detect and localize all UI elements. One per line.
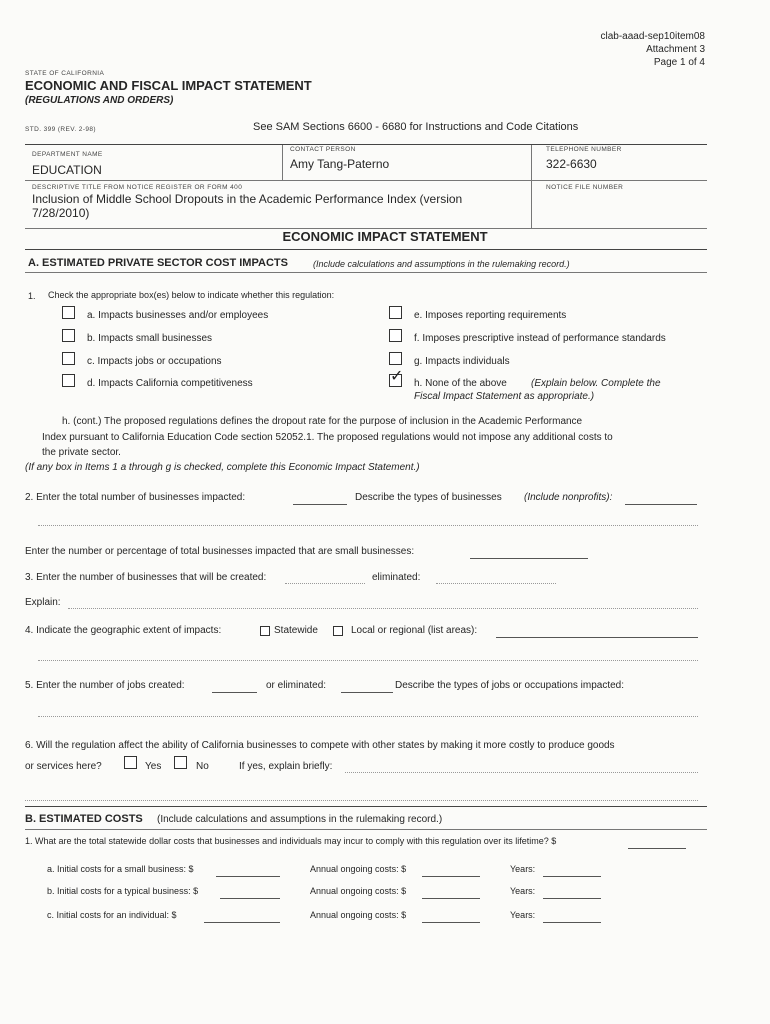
document-id: clab-aaad-sep10item08 (600, 31, 705, 42)
years-typical-field[interactable] (543, 888, 601, 899)
yes-checkbox[interactable] (124, 756, 137, 769)
checkbox-h-explain-2: Fiscal Impact Statement as appropriate.) (414, 391, 595, 402)
if-any-box-note: (If any box in Items 1 a through g is checked, complete this Economic Impact Statement.) (25, 462, 420, 473)
years-typical-label: Years: (510, 886, 536, 896)
question-5-eliminated: or eliminated: (266, 680, 327, 691)
checkbox-d-box[interactable] (62, 374, 75, 387)
local-areas-field[interactable] (496, 627, 698, 638)
descriptive-title-line2: 7/28/2010) (32, 206, 90, 220)
sam-instructions: See SAM Sections 6600 - 6680 for Instructions and Code Citations (253, 121, 579, 133)
checkbox-e-box[interactable] (389, 306, 402, 319)
if-yes-line[interactable] (25, 800, 698, 801)
statewide-checkbox[interactable] (260, 626, 270, 636)
annual-cost-individual-label: Annual ongoing costs: $ (310, 910, 407, 920)
economic-impact-heading: ECONOMIC IMPACT STATEMENT (282, 229, 488, 244)
if-yes-field[interactable] (345, 772, 698, 773)
initial-cost-typical-field[interactable] (220, 888, 280, 899)
initial-cost-small-field[interactable] (216, 866, 280, 877)
businesses-impacted-field[interactable] (293, 494, 347, 505)
phone-value: 322-6630 (546, 157, 597, 171)
question-2-describe: Describe the types of businesses (355, 492, 502, 503)
department-label: DEPARTMENT NAME (32, 151, 103, 158)
no-label: No (196, 761, 209, 772)
attachment-label: Attachment 3 (646, 44, 705, 55)
department-value: EDUCATION (32, 163, 102, 177)
checkbox-b-label: b. Impacts small businesses (87, 333, 213, 344)
years-small-label: Years: (510, 864, 536, 874)
checkbox-b-box[interactable] (62, 329, 75, 342)
checkbox-c-box[interactable] (62, 352, 75, 365)
total-costs-field[interactable] (628, 838, 686, 849)
question-1-number: 1. (28, 291, 36, 301)
question-3-eliminated: eliminated: (372, 572, 421, 583)
business-types-line[interactable] (38, 525, 698, 526)
question-2-include: (Include nonprofits): (524, 492, 613, 503)
checkbox-a-box[interactable] (62, 306, 75, 319)
annual-cost-typical-label: Annual ongoing costs: $ (310, 886, 407, 896)
question-6-line-2: or services here? (25, 761, 102, 772)
section-b-note: (Include calculations and assumptions in the rulemaking record.) (157, 814, 443, 825)
check-mark-icon: ✓ (390, 368, 404, 385)
local-areas-line[interactable] (38, 660, 698, 661)
costs-question-1: 1. What are the total statewide dollar costs that businesses and individuals may incur to comply with this regulation over its lifetime? $ (25, 836, 557, 846)
question-2-text: 2. Enter the total number of businesses impacted: (25, 492, 246, 503)
question-1-text: Check the appropriate box(es) below to indicate whether this regulation: (48, 290, 335, 300)
contact-label: CONTACT PERSON (290, 146, 356, 153)
explanation-line-2: Index pursuant to California Education Code section 52052.1. The proposed regulations would not impose any additional costs to (42, 432, 613, 443)
business-types-field[interactable] (625, 494, 697, 505)
jobs-created-field[interactable] (212, 682, 257, 693)
question-6-line-1: 6. Will the regulation affect the ability of California businesses to compete with other states by making it more costly to produce goods (25, 740, 615, 751)
checkbox-f-label: f. Imposes prescriptive instead of performance standards (414, 333, 666, 344)
years-individual-label: Years: (510, 910, 536, 920)
contact-value: Amy Tang-Paterno (290, 157, 390, 171)
explanation-line-1: h. (cont.) The proposed regulations defines the dropout rate for the purpose of inclusion in the Academic Performance (62, 416, 583, 427)
checkbox-c-label: c. Impacts jobs or occupations (87, 356, 222, 367)
document-header (560, 30, 705, 69)
checkbox-h-explain-1: (Explain below. Complete the (531, 378, 661, 389)
descriptive-title-label: DESCRIPTIVE TITLE FROM NOTICE REGISTER OR FORM 400 (32, 184, 243, 191)
initial-cost-individual-field[interactable] (204, 912, 280, 923)
initial-cost-small-label: a. Initial costs for a small business: $ (47, 864, 194, 874)
question-4-text: 4. Indicate the geographic extent of impacts: (25, 625, 222, 636)
section-a-note: (Include calculations and assumptions in the rulemaking record.) (313, 259, 570, 269)
initial-cost-typical-label: b. Initial costs for a typical business: $ (47, 886, 199, 896)
phone-label: TELEPHONE NUMBER (546, 146, 622, 153)
annual-cost-small-field[interactable] (422, 866, 480, 877)
checkbox-g-box[interactable] (389, 352, 402, 365)
checkbox-h-label: h. None of the above (414, 378, 507, 389)
initial-cost-individual-label: c. Initial costs for an individual: $ (47, 910, 177, 920)
question-5-text: 5. Enter the number of jobs created: (25, 680, 185, 691)
annual-cost-individual-field[interactable] (422, 912, 480, 923)
descriptive-title-line1: Inclusion of Middle School Dropouts in the Academic Performance Index (version (32, 192, 463, 206)
no-checkbox[interactable] (174, 756, 187, 769)
if-yes-label: If yes, explain briefly: (239, 761, 333, 772)
notice-file-label: NOTICE FILE NUMBER (546, 184, 624, 191)
question-5-describe: Describe the types of jobs or occupations impacted: (395, 680, 625, 691)
businesses-created-field[interactable] (285, 583, 365, 584)
explain-field[interactable] (68, 608, 698, 609)
section-b-heading: B. ESTIMATED COSTS (25, 813, 143, 825)
checkbox-a-label: a. Impacts businesses and/or employees (87, 310, 269, 321)
checkbox-e-label: e. Imposes reporting requirements (414, 310, 567, 321)
form-title: ECONOMIC AND FISCAL IMPACT STATEMENT (25, 78, 312, 93)
annual-cost-small-label: Annual ongoing costs: $ (310, 864, 407, 874)
std-number: STD. 399 (REV. 2-98) (25, 126, 96, 133)
page-number: Page 1 of 4 (653, 57, 705, 68)
checkbox-g-label: g. Impacts individuals (414, 356, 510, 367)
years-individual-field[interactable] (543, 912, 601, 923)
businesses-eliminated-field[interactable] (436, 583, 556, 584)
small-business-field[interactable] (470, 548, 588, 559)
annual-cost-typical-field[interactable] (422, 888, 480, 899)
form-subtitle: (REGULATIONS AND ORDERS) (25, 95, 174, 106)
explain-label: Explain: (25, 597, 61, 608)
checkbox-h-box[interactable] (389, 368, 404, 387)
question-3-text: 3. Enter the number of businesses that will be created: (25, 572, 267, 583)
local-checkbox[interactable] (333, 626, 343, 636)
local-label: Local or regional (list areas): (351, 625, 478, 636)
jobs-eliminated-field[interactable] (341, 682, 393, 693)
yes-label: Yes (145, 761, 162, 772)
section-a-heading: A. ESTIMATED PRIVATE SECTOR COST IMPACTS (28, 257, 288, 269)
checkbox-f-box[interactable] (389, 329, 402, 342)
years-small-field[interactable] (543, 866, 601, 877)
explanation-line-3: the private sector. (42, 447, 121, 458)
small-business-text: Enter the number or percentage of total businesses impacted that are small businesses: (25, 546, 415, 557)
state-label: STATE OF CALIFORNIA (25, 70, 105, 77)
jobs-types-line[interactable] (38, 716, 698, 717)
statewide-label: Statewide (274, 625, 318, 636)
checkbox-d-label: d. Impacts California competitiveness (87, 378, 253, 389)
